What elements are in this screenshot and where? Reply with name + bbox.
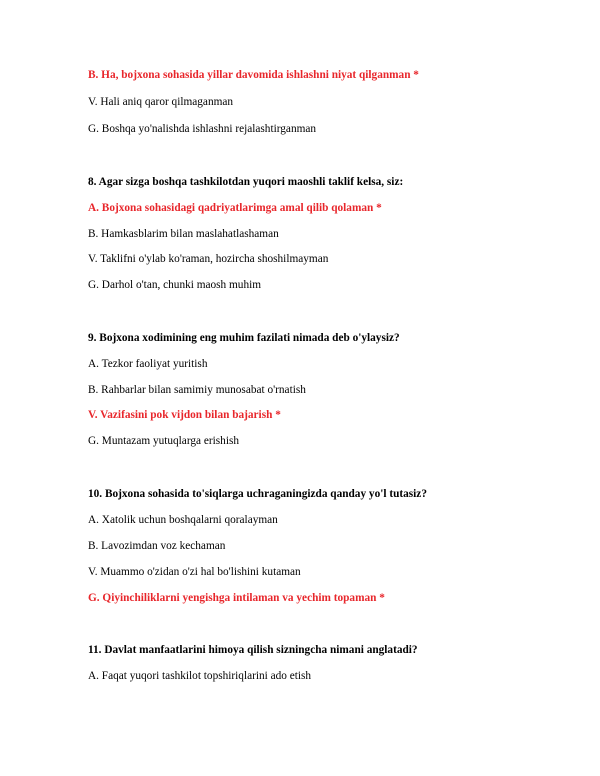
- answer-option: G. Boshqa yo'nalishda ishlashni rejalashtirganman: [88, 123, 317, 135]
- answer-option: V. Taklifni o'ylab ko'raman, hozircha shoshilmayman: [88, 253, 329, 265]
- answer-option: B. Hamkasblarim bilan maslahatlashaman: [88, 228, 279, 240]
- question-8: 8. Agar sizga boshqa tashkilotdan yuqori maoshli taklif kelsa, siz:: [88, 176, 404, 188]
- question-9: 9. Bojxona xodimining eng muhim fazilati nimada deb o'ylaysiz?: [88, 332, 400, 344]
- answer-option: A. Faqat yuqori tashkilot topshiriqlarini ado etish: [88, 670, 312, 682]
- answer-option: G. Darhol o'tan, chunki maosh muhim: [88, 279, 262, 291]
- answer-correct: V. Vazifasini pok vijdon bilan bajarish *: [88, 409, 281, 421]
- answer-option: V. Muammo o'zidan o'zi hal bo'lishini kutaman: [88, 566, 301, 578]
- answer-correct: A. Bojxona sohasidagi qadriyatlarimga amal qilib qolaman *: [88, 202, 382, 214]
- answer-option: V. Hali aniq qaror qilmaganman: [88, 96, 234, 108]
- answer-option: G. Muntazam yutuqlarga erishish: [88, 435, 240, 447]
- answer-correct: B. Ha, bojxona sohasida yillar davomida ishlashni niyat qilganman *: [88, 69, 419, 81]
- answer-option: B. Lavozimdan voz kechaman: [88, 540, 226, 552]
- answer-correct: G. Qiyinchiliklarni yengishga intilaman va yechim topaman *: [88, 592, 385, 604]
- answer-option: A. Tezkor faoliyat yuritish: [88, 358, 208, 370]
- answer-option: B. Rahbarlar bilan samimiy munosabat o'rnatish: [88, 384, 306, 396]
- question-11: 11. Davlat manfaatlarini himoya qilish sizningcha nimani anglatadi?: [88, 644, 418, 656]
- question-10: 10. Bojxona sohasida to'siqlarga uchraganingizda qanday yo'l tutasiz?: [88, 488, 427, 500]
- answer-option: A. Xatolik uchun boshqalarni qoralayman: [88, 514, 278, 526]
